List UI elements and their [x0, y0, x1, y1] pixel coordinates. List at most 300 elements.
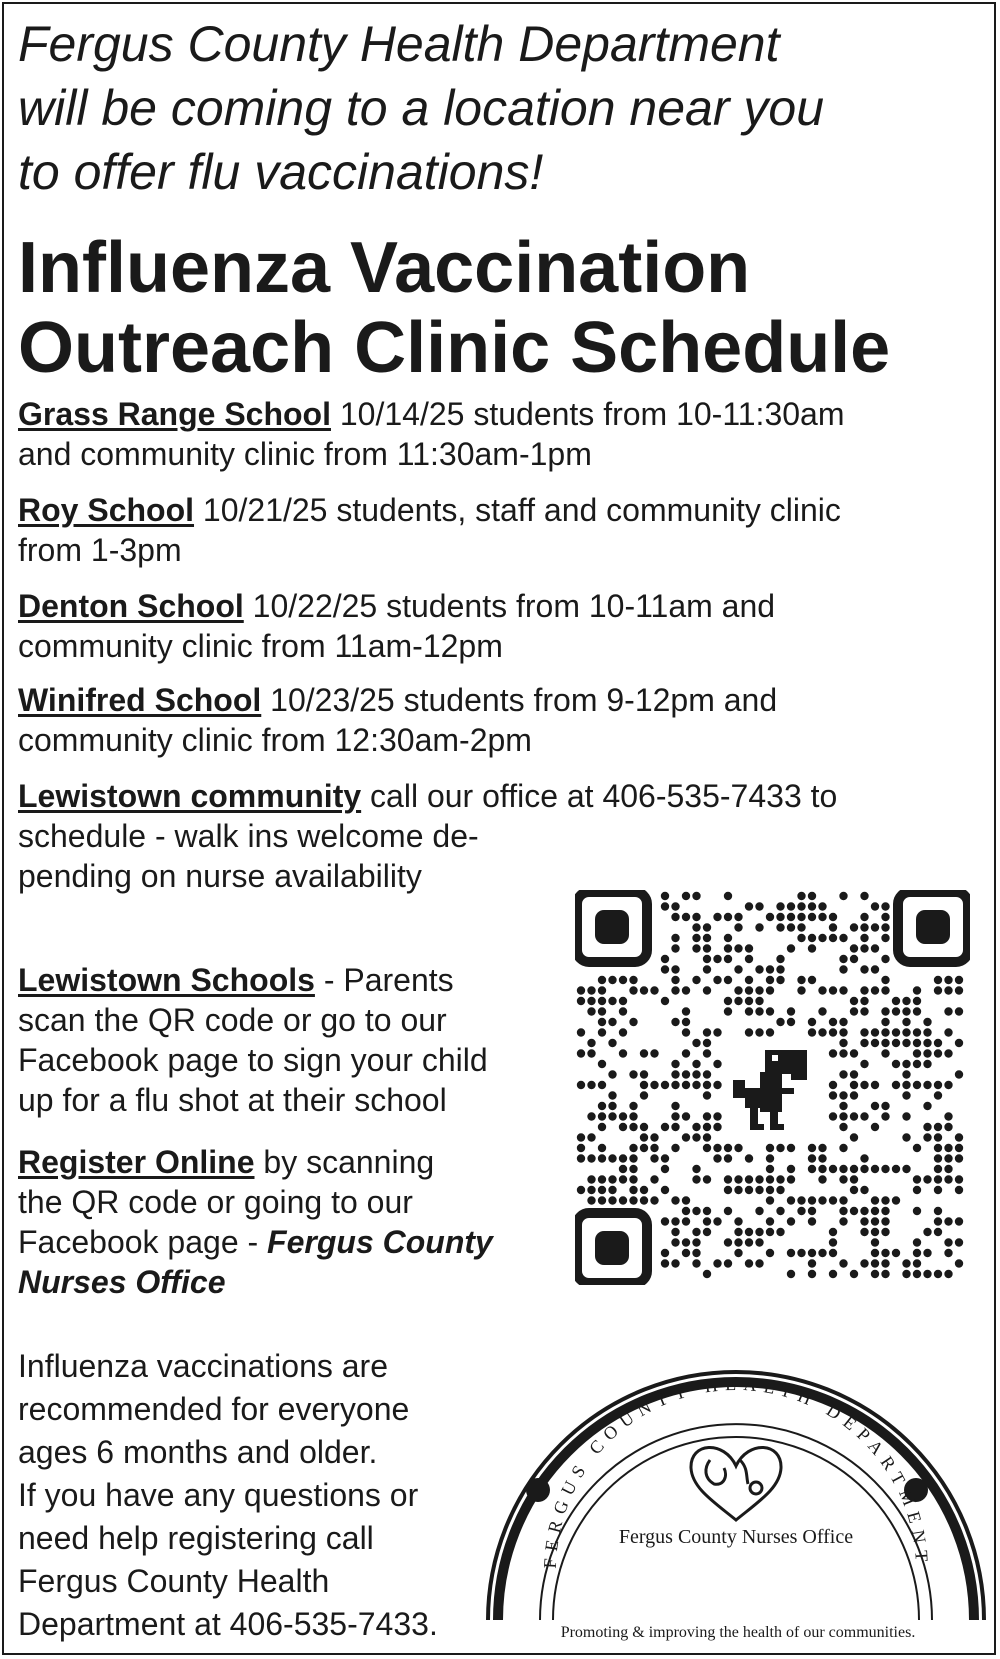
qr-module — [755, 1228, 763, 1236]
qr-module — [829, 1249, 837, 1257]
qr-module — [892, 1039, 900, 1047]
qr-module — [745, 1186, 753, 1194]
qr-module — [902, 1091, 910, 1099]
qr-module — [944, 1249, 952, 1257]
qr-module — [839, 1028, 847, 1036]
qr-module — [577, 997, 585, 1005]
qr-module — [902, 1112, 910, 1120]
qr-module — [913, 1175, 921, 1183]
qr-module — [650, 1049, 658, 1057]
qr-module — [839, 1196, 847, 1204]
qr-module — [808, 1270, 816, 1278]
qr-module — [640, 1091, 648, 1099]
qr-module — [787, 1196, 795, 1204]
qr-module — [923, 1039, 931, 1047]
qr-module — [745, 902, 753, 910]
footer-line: need help registering call — [18, 1520, 374, 1556]
qr-module — [913, 1186, 921, 1194]
qr-module — [881, 1039, 889, 1047]
qr-module — [776, 976, 784, 984]
heart-stethoscope-icon — [691, 1447, 781, 1520]
qr-module — [577, 1186, 585, 1194]
qr-module — [724, 1207, 732, 1215]
qr-module — [671, 1102, 679, 1110]
qr-module — [892, 1060, 900, 1068]
qr-module — [608, 1039, 616, 1047]
qr-module — [587, 1007, 595, 1015]
entry-text: call our office at 406-535-7433 to — [361, 778, 838, 814]
footer-line: Influenza vaccinations are — [18, 1348, 388, 1384]
qr-module — [860, 944, 868, 952]
qr-module — [881, 1259, 889, 1267]
qr-module — [661, 1249, 669, 1257]
qr-module — [955, 1154, 963, 1162]
qr-module — [881, 1196, 889, 1204]
qr-module — [934, 1165, 942, 1173]
qr-module — [839, 1018, 847, 1026]
qr-module — [860, 1217, 868, 1225]
qr-module — [640, 1144, 648, 1152]
qr-module — [955, 1238, 963, 1246]
qr-module — [692, 944, 700, 952]
qr-module — [860, 1039, 868, 1047]
qr-module — [692, 1070, 700, 1078]
qr-module — [692, 892, 700, 900]
qr-module — [839, 1102, 847, 1110]
qr-module — [892, 1081, 900, 1089]
qr-module — [619, 976, 627, 984]
qr-module — [787, 902, 795, 910]
qr-module — [850, 1165, 858, 1173]
qr-module — [745, 1175, 753, 1183]
qr-module — [839, 1207, 847, 1215]
qr-module — [787, 1165, 795, 1173]
qr-module — [818, 1144, 826, 1152]
qr-module — [955, 986, 963, 994]
qr-module — [944, 1270, 952, 1278]
qr-module — [682, 1112, 690, 1120]
title-line: Influenza Vaccination — [18, 228, 751, 308]
qr-module — [692, 1175, 700, 1183]
qr-module — [682, 1007, 690, 1015]
qr-module — [755, 1175, 763, 1183]
qr-module — [682, 1238, 690, 1246]
qr-module — [587, 1039, 595, 1047]
qr-module — [734, 1249, 742, 1257]
qr-module — [913, 1249, 921, 1257]
qr-module — [776, 1207, 784, 1215]
qr-module — [808, 934, 816, 942]
qr-module — [703, 1028, 711, 1036]
qr-module — [923, 1018, 931, 1026]
qr-module — [913, 1028, 921, 1036]
entry-text: Facebook page - — [18, 1224, 268, 1260]
qr-module — [808, 913, 816, 921]
qr-module — [881, 1049, 889, 1057]
qr-module — [934, 1186, 942, 1194]
entry-text: 10/21/25 students, staff and community clinic — [194, 492, 841, 528]
qr-module — [598, 986, 606, 994]
schedule-entry-winifred — [18, 680, 988, 760]
qr-module — [934, 1039, 942, 1047]
qr-module — [650, 1081, 658, 1089]
qr-module — [871, 1081, 879, 1089]
qr-module — [598, 1018, 606, 1026]
qr-module — [587, 986, 595, 994]
qr-module — [766, 1196, 774, 1204]
qr-module — [955, 976, 963, 984]
qr-module — [640, 1081, 648, 1089]
qr-module — [913, 1039, 921, 1047]
qr-module — [671, 1196, 679, 1204]
qr-module — [713, 955, 721, 963]
qr-module — [787, 1018, 795, 1026]
qr-module — [818, 1175, 826, 1183]
qr-module — [755, 986, 763, 994]
schedule-entry-denton — [18, 586, 988, 666]
qr-module — [650, 1175, 658, 1183]
qr-module — [629, 1112, 637, 1120]
qr-module — [797, 934, 805, 942]
qr-module — [766, 1028, 774, 1036]
qr-module — [703, 1049, 711, 1057]
qr-module — [850, 1270, 858, 1278]
qr-module — [598, 1102, 606, 1110]
qr-module — [671, 965, 679, 973]
qr-module — [839, 1175, 847, 1183]
qr-module — [608, 1091, 616, 1099]
qr-module — [587, 1196, 595, 1204]
qr-module — [745, 955, 753, 963]
qr-module — [934, 976, 942, 984]
qr-module — [839, 1144, 847, 1152]
qr-module — [881, 1102, 889, 1110]
entry-text: community clinic from 11am-12pm — [18, 628, 503, 664]
qr-module — [860, 892, 868, 900]
qr-module — [766, 1144, 774, 1152]
qr-module — [871, 1039, 879, 1047]
qr-module — [629, 1175, 637, 1183]
dinosaur-icon — [725, 1045, 821, 1135]
qr-module — [671, 902, 679, 910]
qr-module — [713, 1081, 721, 1089]
qr-module — [619, 1007, 627, 1015]
qr-module — [839, 965, 847, 973]
qr-module — [703, 944, 711, 952]
qr-module — [913, 1270, 921, 1278]
location-name: Roy School — [18, 492, 195, 528]
qr-module — [850, 1207, 858, 1215]
qr-module — [839, 1217, 847, 1225]
qr-module — [745, 997, 753, 1005]
qr-module — [766, 1175, 774, 1183]
footer-line: ages 6 months and older. — [18, 1434, 378, 1470]
qr-module — [734, 1238, 742, 1246]
qr-module — [892, 1165, 900, 1173]
qr-module — [871, 1259, 879, 1267]
qr-module — [829, 1049, 837, 1057]
qr-module — [850, 1175, 858, 1183]
qr-module — [692, 913, 700, 921]
entry-text: pending on nurse availability — [18, 858, 422, 894]
qr-module — [724, 1154, 732, 1162]
qr-module — [881, 913, 889, 921]
qr-module — [755, 997, 763, 1005]
qr-module — [881, 1112, 889, 1120]
entry-text: 10/23/25 students from 9-12pm and — [261, 682, 778, 718]
qr-module — [797, 902, 805, 910]
qr-module — [661, 1186, 669, 1194]
qr-module — [881, 986, 889, 994]
qr-module — [944, 1049, 952, 1057]
entry-text: by scanning — [254, 1144, 435, 1180]
qr-module — [860, 1165, 868, 1173]
qr-module — [629, 1165, 637, 1173]
qr-module — [944, 1154, 952, 1162]
qr-module — [850, 1133, 858, 1141]
qr-module — [713, 1144, 721, 1152]
qr-module — [839, 934, 847, 942]
qr-module — [692, 934, 700, 942]
qr-module — [766, 976, 774, 984]
qr-module — [682, 1249, 690, 1257]
qr-module — [860, 997, 868, 1005]
qr-module — [829, 1091, 837, 1099]
qr-module — [808, 1207, 816, 1215]
qr-module — [703, 1112, 711, 1120]
qr-module — [913, 1144, 921, 1152]
intro-line: Fergus County Health Department — [18, 16, 780, 72]
qr-module — [703, 1039, 711, 1047]
qr-module — [703, 1270, 711, 1278]
qr-module — [577, 1028, 585, 1036]
qr-module — [829, 1228, 837, 1236]
qr-module — [640, 1070, 648, 1078]
schedule-entry-lewistown-schools — [18, 960, 578, 1120]
qr-module — [598, 1060, 606, 1068]
footer-line: Fergus County Health — [18, 1563, 330, 1599]
qr-module — [661, 1259, 669, 1267]
qr-module — [839, 955, 847, 963]
qr-module — [944, 1081, 952, 1089]
qr-module — [902, 1028, 910, 1036]
qr-module — [703, 923, 711, 931]
qr-module — [661, 902, 669, 910]
qr-module — [839, 986, 847, 994]
qr-module — [818, 1154, 826, 1162]
qr-module — [776, 1144, 784, 1152]
qr-module — [629, 986, 637, 994]
seal-office-name: Fergus County Nurses Office — [618, 1526, 854, 1548]
qr-module — [619, 1175, 627, 1183]
facebook-page-name: Fergus County — [267, 1224, 493, 1260]
qr-module — [808, 1165, 816, 1173]
qr-module — [955, 1217, 963, 1225]
qr-module — [881, 1228, 889, 1236]
qr-module — [955, 1186, 963, 1194]
footer-info — [18, 1345, 478, 1646]
qr-module — [703, 934, 711, 942]
qr-module — [692, 1123, 700, 1131]
qr-module — [913, 1238, 921, 1246]
qr-module — [902, 1081, 910, 1089]
qr-module — [703, 1207, 711, 1215]
qr-finder-bottom-left — [577, 1213, 647, 1283]
qr-module — [766, 1249, 774, 1257]
qr-module — [724, 944, 732, 952]
qr-module — [766, 1186, 774, 1194]
entry-text: - Parents — [314, 962, 454, 998]
qr-module — [682, 1049, 690, 1057]
qr-module — [608, 976, 616, 984]
page-title — [18, 228, 988, 388]
qr-module — [902, 1270, 910, 1278]
location-name: Lewistown Schools — [18, 962, 315, 998]
qr-module — [881, 1217, 889, 1225]
qr-module — [839, 1070, 847, 1078]
entry-text: Facebook page to sign your child — [18, 1042, 488, 1078]
qr-module — [944, 1028, 952, 1036]
qr-module — [818, 1007, 826, 1015]
qr-module — [703, 965, 711, 973]
qr-module — [692, 1249, 700, 1257]
qr-module — [923, 1175, 931, 1183]
qr-module — [923, 1228, 931, 1236]
qr-module — [619, 1028, 627, 1036]
qr-module — [923, 1133, 931, 1141]
qr-module — [734, 1144, 742, 1152]
qr-module — [776, 1228, 784, 1236]
qr-module — [808, 892, 816, 900]
qr-module — [629, 1018, 637, 1026]
qr-module — [881, 976, 889, 984]
qr-module — [671, 944, 679, 952]
qr-module — [640, 986, 648, 994]
qr-module — [755, 1186, 763, 1194]
qr-module — [703, 1144, 711, 1152]
qr-module — [881, 1249, 889, 1257]
qr-module — [734, 1175, 742, 1183]
qr-module — [640, 1196, 648, 1204]
qr-module — [787, 923, 795, 931]
qr-module — [598, 1196, 606, 1204]
qr-module — [766, 1165, 774, 1173]
qr-module — [766, 1217, 774, 1225]
qr-module — [860, 1081, 868, 1089]
qr-module — [682, 1018, 690, 1026]
qr-module — [661, 1081, 669, 1089]
qr-module — [713, 1112, 721, 1120]
qr-module — [692, 1039, 700, 1047]
qr-module — [671, 976, 679, 984]
qr-module — [724, 997, 732, 1005]
qr-module — [724, 1007, 732, 1015]
qr-module — [892, 1028, 900, 1036]
intro-line: to offer flu vaccinations! — [18, 144, 544, 200]
qr-module — [808, 1154, 816, 1162]
qr-module — [808, 1018, 816, 1026]
qr-module — [871, 923, 879, 931]
qr-module — [818, 1196, 826, 1204]
qr-module — [818, 913, 826, 921]
qr-module — [797, 892, 805, 900]
qr-module — [734, 923, 742, 931]
qr-module — [776, 923, 784, 931]
qr-module — [934, 1154, 942, 1162]
qr-module — [734, 965, 742, 973]
qr-module — [839, 1112, 847, 1120]
qr-module — [724, 955, 732, 963]
qr-module — [902, 1133, 910, 1141]
qr-module — [713, 1154, 721, 1162]
qr-module — [944, 986, 952, 994]
qr-module — [682, 1217, 690, 1225]
qr-module — [734, 1186, 742, 1194]
qr-module — [829, 1028, 837, 1036]
qr-module — [598, 976, 606, 984]
qr-module — [671, 1112, 679, 1120]
qr-module — [755, 1207, 763, 1215]
qr-module — [745, 1259, 753, 1267]
qr-module — [808, 1028, 816, 1036]
qr-module — [692, 1133, 700, 1141]
qr-module — [724, 1175, 732, 1183]
qr-module — [902, 1039, 910, 1047]
qr-module — [902, 1259, 910, 1267]
qr-module — [724, 913, 732, 921]
qr-module — [713, 1217, 721, 1225]
qr-module — [902, 1018, 910, 1026]
qr-module — [640, 1186, 648, 1194]
qr-module — [892, 1196, 900, 1204]
qr-module — [724, 976, 732, 984]
qr-module — [829, 934, 837, 942]
qr-module — [692, 1060, 700, 1068]
qr-module — [671, 1081, 679, 1089]
qr-code[interactable] — [575, 890, 970, 1285]
qr-module — [923, 1270, 931, 1278]
qr-module — [892, 1249, 900, 1257]
qr-module — [661, 1123, 669, 1131]
qr-module — [703, 1091, 711, 1099]
location-name: Register Online — [18, 1144, 255, 1180]
entry-text: 10/22/25 students from 10-11am and — [243, 588, 776, 624]
qr-module — [598, 1154, 606, 1162]
qr-module — [871, 1165, 879, 1173]
footer-line: If you have any questions or — [18, 1477, 419, 1513]
qr-module — [923, 1102, 931, 1110]
qr-module — [608, 1102, 616, 1110]
qr-module — [598, 1144, 606, 1152]
qr-module — [934, 1123, 942, 1131]
qr-module — [745, 976, 753, 984]
qr-module — [808, 976, 816, 984]
qr-module — [587, 1186, 595, 1194]
qr-module — [787, 1270, 795, 1278]
qr-module — [703, 1228, 711, 1236]
qr-module — [629, 1102, 637, 1110]
qr-module — [871, 944, 879, 952]
qr-module — [629, 1123, 637, 1131]
qr-module — [850, 944, 858, 952]
qr-finder-top-left — [577, 892, 647, 962]
qr-module — [598, 1007, 606, 1015]
qr-module — [619, 1154, 627, 1162]
qr-module — [860, 986, 868, 994]
qr-module — [797, 976, 805, 984]
qr-module — [808, 902, 816, 910]
qr-module — [703, 1133, 711, 1141]
